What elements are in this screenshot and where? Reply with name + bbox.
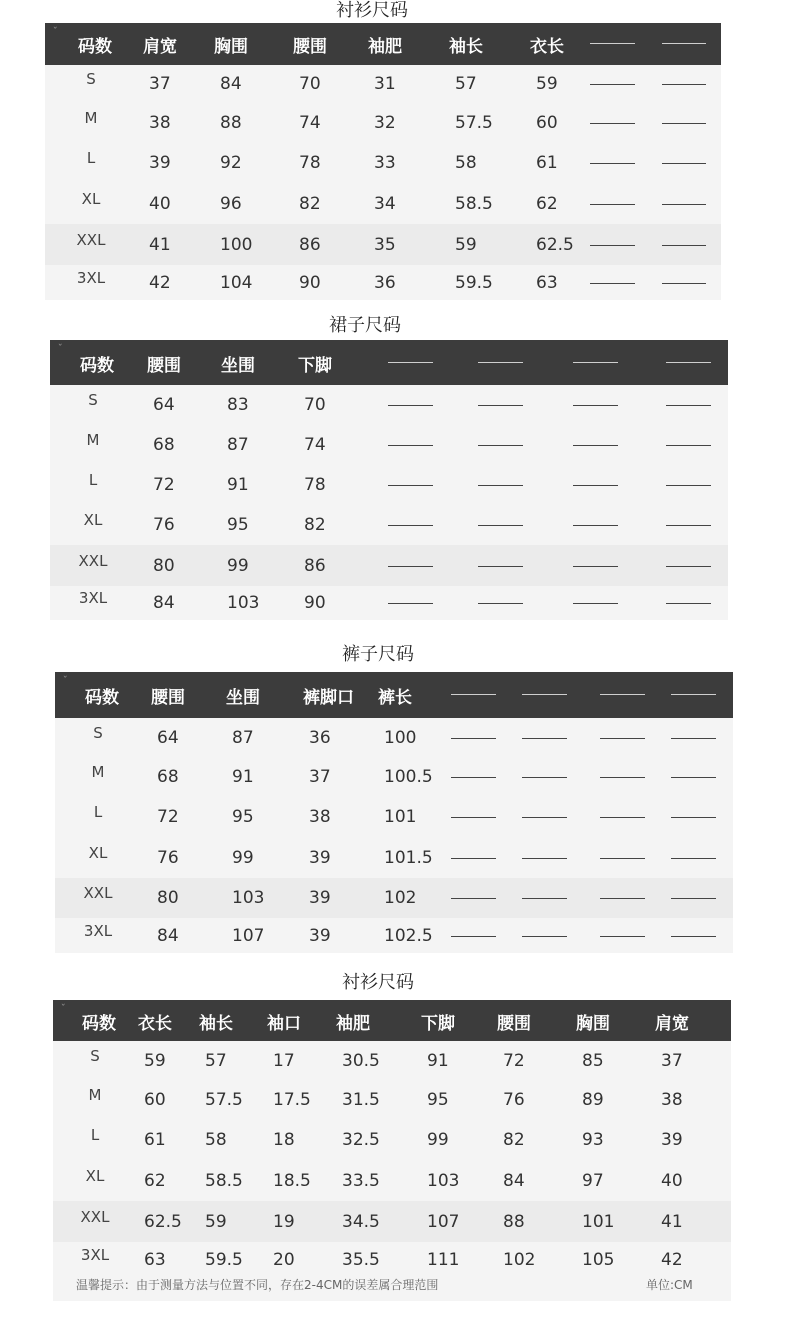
empty-column-dash <box>590 245 635 246</box>
measurement-value: 70 <box>304 395 326 415</box>
measurement-value: 95 <box>427 1090 449 1110</box>
measurement-value: 35 <box>374 235 396 255</box>
measurement-value: 90 <box>304 593 326 613</box>
measurement-value: 72 <box>153 475 175 495</box>
measurement-value: 80 <box>157 888 179 908</box>
measurement-value: 99 <box>232 848 254 868</box>
measurement-value: 57 <box>205 1051 227 1071</box>
empty-column-dash <box>671 777 716 778</box>
measurement-value: 76 <box>153 515 175 535</box>
column-header: 腰围 <box>293 37 327 57</box>
measurement-value: 63 <box>144 1250 166 1270</box>
tolerance-note: 温馨提示：由于测量方法与位置不同，存在2-4CM的误差属合理范围 <box>76 1278 439 1292</box>
empty-column-dash <box>666 485 711 486</box>
measurement-value: 95 <box>227 515 249 535</box>
empty-column-dash <box>671 898 716 899</box>
measurement-value: 33.5 <box>342 1171 380 1191</box>
measurement-value: 39 <box>309 888 331 908</box>
empty-column-dash <box>451 777 496 778</box>
empty-column-dash <box>451 738 496 739</box>
column-header: 坐围 <box>221 356 255 376</box>
empty-column-dash <box>666 405 711 406</box>
measurement-value: 95 <box>232 807 254 827</box>
measurement-value: 104 <box>220 273 253 293</box>
column-header: 裤长 <box>378 688 412 708</box>
corner-mark: ˇ <box>63 676 68 686</box>
size-table <box>55 672 733 953</box>
size-label: 3XL <box>78 589 108 607</box>
measurement-value: 62 <box>536 194 558 214</box>
empty-column-dash <box>478 603 523 604</box>
size-label: XXL <box>76 231 106 249</box>
table-header-row <box>45 23 721 65</box>
table-row <box>50 425 728 465</box>
measurement-value: 70 <box>299 74 321 94</box>
measurement-value: 86 <box>299 235 321 255</box>
empty-column-dash <box>600 777 645 778</box>
empty-column-dash <box>388 362 433 363</box>
column-header: 码数 <box>80 356 114 376</box>
size-label: L <box>88 471 98 489</box>
empty-column-dash <box>671 817 716 818</box>
measurement-value: 76 <box>157 848 179 868</box>
measurement-value: 37 <box>149 74 171 94</box>
measurement-value: 36 <box>309 728 331 748</box>
column-header: 肩宽 <box>143 37 177 57</box>
empty-column-dash <box>522 898 567 899</box>
measurement-value: 59 <box>536 74 558 94</box>
measurement-value: 59 <box>455 235 477 255</box>
empty-column-dash <box>388 405 433 406</box>
table-row <box>55 918 733 953</box>
empty-column-dash <box>522 858 567 859</box>
table-title: 衬衫尺码 <box>342 972 414 993</box>
table-row <box>53 1160 731 1201</box>
empty-column-dash <box>600 858 645 859</box>
empty-column-dash <box>522 694 567 695</box>
measurement-value: 86 <box>304 556 326 576</box>
table-row <box>50 545 728 586</box>
measurement-value: 60 <box>144 1090 166 1110</box>
size-label: XL <box>83 511 103 529</box>
empty-column-dash <box>478 405 523 406</box>
empty-column-dash <box>662 163 706 164</box>
measurement-value: 89 <box>582 1090 604 1110</box>
corner-mark: ˇ <box>58 344 63 354</box>
size-label: L <box>86 149 96 167</box>
column-header: 坐围 <box>226 688 260 708</box>
empty-column-dash <box>451 858 496 859</box>
measurement-value: 107 <box>427 1212 460 1232</box>
measurement-value: 91 <box>227 475 249 495</box>
table-title: 裙子尺码 <box>329 315 401 336</box>
measurement-value: 42 <box>661 1250 683 1270</box>
empty-column-dash <box>671 738 716 739</box>
column-header: 肩宽 <box>655 1014 689 1034</box>
measurement-value: 100 <box>384 728 417 748</box>
measurement-value: 30.5 <box>342 1051 380 1071</box>
table-row <box>53 1120 731 1160</box>
column-header: 胸围 <box>214 37 248 57</box>
table-row <box>45 143 721 183</box>
size-label: XL <box>81 190 101 208</box>
measurement-value: 78 <box>304 475 326 495</box>
table-row <box>50 385 728 425</box>
table-header-row <box>55 672 733 718</box>
empty-column-dash <box>666 445 711 446</box>
table-row <box>53 1080 731 1120</box>
empty-column-dash <box>573 445 618 446</box>
size-label: M <box>86 431 100 449</box>
measurement-value: 38 <box>661 1090 683 1110</box>
table-header-row <box>50 340 728 385</box>
measurement-value: 62.5 <box>144 1212 182 1232</box>
measurement-value: 83 <box>227 395 249 415</box>
table-row <box>55 878 733 918</box>
size-table <box>50 340 728 620</box>
measurement-value: 59.5 <box>455 273 493 293</box>
column-header: 袖肥 <box>336 1014 370 1034</box>
empty-column-dash <box>573 525 618 526</box>
column-header: 袖肥 <box>368 37 402 57</box>
size-label: XXL <box>83 884 113 902</box>
measurement-value: 100.5 <box>384 767 433 787</box>
measurement-value: 37 <box>309 767 331 787</box>
empty-column-dash <box>671 858 716 859</box>
measurement-value: 100 <box>220 235 253 255</box>
measurement-value: 35.5 <box>342 1250 380 1270</box>
empty-column-dash <box>662 283 706 284</box>
size-label: XXL <box>78 552 108 570</box>
measurement-value: 74 <box>304 435 326 455</box>
size-label: M <box>88 1086 102 1104</box>
measurement-value: 85 <box>582 1051 604 1071</box>
column-header: 下脚 <box>298 356 332 376</box>
measurement-value: 82 <box>304 515 326 535</box>
empty-column-dash <box>388 525 433 526</box>
measurement-value: 64 <box>157 728 179 748</box>
measurement-value: 41 <box>661 1212 683 1232</box>
empty-column-dash <box>451 898 496 899</box>
measurement-value: 32 <box>374 113 396 133</box>
table-row <box>55 757 733 797</box>
measurement-value: 91 <box>427 1051 449 1071</box>
empty-column-dash <box>522 777 567 778</box>
empty-column-dash <box>662 43 706 44</box>
measurement-value: 57.5 <box>205 1090 243 1110</box>
corner-mark: ˇ <box>53 27 58 37</box>
empty-column-dash <box>522 738 567 739</box>
measurement-value: 68 <box>157 767 179 787</box>
size-label: L <box>90 1126 100 1144</box>
measurement-value: 39 <box>309 926 331 946</box>
unit-label: 单位:CM <box>646 1278 693 1292</box>
measurement-value: 41 <box>149 235 171 255</box>
measurement-value: 102 <box>384 888 417 908</box>
measurement-value: 20 <box>273 1250 295 1270</box>
size-label: M <box>84 109 98 127</box>
measurement-value: 38 <box>149 113 171 133</box>
measurement-value: 103 <box>227 593 260 613</box>
size-label: XL <box>85 1167 105 1185</box>
size-label: S <box>86 70 96 88</box>
table-row <box>55 837 733 878</box>
measurement-value: 78 <box>299 153 321 173</box>
measurement-value: 72 <box>503 1051 525 1071</box>
measurement-value: 93 <box>582 1130 604 1150</box>
measurement-value: 103 <box>232 888 265 908</box>
measurement-value: 82 <box>299 194 321 214</box>
measurement-value: 76 <box>503 1090 525 1110</box>
column-header: 衣长 <box>138 1014 172 1034</box>
empty-column-dash <box>666 362 711 363</box>
measurement-value: 58 <box>455 153 477 173</box>
measurement-value: 87 <box>232 728 254 748</box>
measurement-value: 17.5 <box>273 1090 311 1110</box>
measurement-value: 103 <box>427 1171 460 1191</box>
empty-column-dash <box>478 485 523 486</box>
measurement-value: 61 <box>536 153 558 173</box>
column-header: 裤脚口 <box>303 688 354 708</box>
measurement-value: 39 <box>149 153 171 173</box>
column-header: 码数 <box>85 688 119 708</box>
empty-column-dash <box>662 123 706 124</box>
measurement-value: 82 <box>503 1130 525 1150</box>
empty-column-dash <box>662 84 706 85</box>
measurement-value: 40 <box>149 194 171 214</box>
empty-column-dash <box>662 245 706 246</box>
measurement-value: 101 <box>582 1212 615 1232</box>
measurement-value: 102 <box>503 1250 536 1270</box>
measurement-value: 58.5 <box>455 194 493 214</box>
measurement-value: 42 <box>149 273 171 293</box>
table-row <box>45 224 721 265</box>
empty-column-dash <box>590 163 635 164</box>
empty-column-dash <box>573 405 618 406</box>
column-header: 腰围 <box>147 356 181 376</box>
empty-column-dash <box>600 817 645 818</box>
measurement-value: 59 <box>205 1212 227 1232</box>
measurement-value: 34.5 <box>342 1212 380 1232</box>
empty-column-dash <box>451 936 496 937</box>
measurement-value: 59 <box>144 1051 166 1071</box>
measurement-value: 59.5 <box>205 1250 243 1270</box>
empty-column-dash <box>522 936 567 937</box>
measurement-value: 84 <box>503 1171 525 1191</box>
table-row <box>53 1041 731 1080</box>
empty-column-dash <box>573 485 618 486</box>
measurement-value: 36 <box>374 273 396 293</box>
measurement-value: 84 <box>153 593 175 613</box>
measurement-value: 31.5 <box>342 1090 380 1110</box>
table-row <box>50 586 728 620</box>
measurement-value: 107 <box>232 926 265 946</box>
measurement-value: 57.5 <box>455 113 493 133</box>
empty-column-dash <box>388 445 433 446</box>
measurement-value: 31 <box>374 74 396 94</box>
column-header: 腰围 <box>151 688 185 708</box>
empty-column-dash <box>478 445 523 446</box>
size-label: S <box>88 391 98 409</box>
empty-column-dash <box>388 485 433 486</box>
empty-column-dash <box>478 362 523 363</box>
size-label: S <box>90 1047 100 1065</box>
measurement-value: 61 <box>144 1130 166 1150</box>
table-row <box>55 718 733 757</box>
empty-column-dash <box>600 936 645 937</box>
column-header: 腰围 <box>497 1014 531 1034</box>
size-label: XL <box>88 844 108 862</box>
measurement-value: 72 <box>157 807 179 827</box>
size-label: 3XL <box>83 922 113 940</box>
empty-column-dash <box>590 123 635 124</box>
column-header: 衣长 <box>530 37 564 57</box>
empty-column-dash <box>522 817 567 818</box>
empty-column-dash <box>573 603 618 604</box>
size-label: S <box>93 724 103 742</box>
empty-column-dash <box>451 694 496 695</box>
measurement-value: 87 <box>227 435 249 455</box>
measurement-value: 80 <box>153 556 175 576</box>
measurement-value: 99 <box>427 1130 449 1150</box>
empty-column-dash <box>600 694 645 695</box>
empty-column-dash <box>600 738 645 739</box>
empty-column-dash <box>478 525 523 526</box>
empty-column-dash <box>662 204 706 205</box>
table-row <box>50 505 728 545</box>
empty-column-dash <box>671 936 716 937</box>
column-header: 下脚 <box>421 1014 455 1034</box>
table-row <box>45 265 721 300</box>
measurement-value: 18.5 <box>273 1171 311 1191</box>
column-header: 袖口 <box>267 1014 301 1034</box>
measurement-value: 39 <box>309 848 331 868</box>
size-label: 3XL <box>76 269 106 287</box>
table-row <box>55 797 733 837</box>
measurement-value: 84 <box>220 74 242 94</box>
size-label: M <box>91 763 105 781</box>
table-row <box>45 103 721 143</box>
size-label: 3XL <box>80 1246 110 1264</box>
measurement-value: 105 <box>582 1250 615 1270</box>
table-row <box>50 465 728 505</box>
table-title: 裤子尺码 <box>342 644 414 665</box>
size-table <box>45 23 721 300</box>
empty-column-dash <box>666 525 711 526</box>
measurement-value: 32.5 <box>342 1130 380 1150</box>
empty-column-dash <box>590 283 635 284</box>
column-header: 码数 <box>78 37 112 57</box>
measurement-value: 91 <box>232 767 254 787</box>
empty-column-dash <box>478 566 523 567</box>
measurement-value: 58.5 <box>205 1171 243 1191</box>
measurement-value: 62.5 <box>536 235 574 255</box>
measurement-value: 34 <box>374 194 396 214</box>
column-header: 胸围 <box>576 1014 610 1034</box>
table-title: 衬衫尺码 <box>336 0 408 21</box>
measurement-value: 63 <box>536 273 558 293</box>
empty-column-dash <box>666 603 711 604</box>
measurement-value: 19 <box>273 1212 295 1232</box>
column-header: 袖长 <box>199 1014 233 1034</box>
measurement-value: 90 <box>299 273 321 293</box>
measurement-value: 101.5 <box>384 848 433 868</box>
measurement-value: 58 <box>205 1130 227 1150</box>
measurement-value: 18 <box>273 1130 295 1150</box>
measurement-value: 88 <box>503 1212 525 1232</box>
measurement-value: 39 <box>661 1130 683 1150</box>
measurement-value: 96 <box>220 194 242 214</box>
empty-column-dash <box>388 603 433 604</box>
measurement-value: 57 <box>455 74 477 94</box>
corner-mark: ˇ <box>61 1004 66 1014</box>
measurement-value: 101 <box>384 807 417 827</box>
size-label: L <box>93 803 103 821</box>
column-header: 码数 <box>82 1014 116 1034</box>
table-header-row <box>53 1000 731 1041</box>
measurement-value: 37 <box>661 1051 683 1071</box>
size-table <box>53 1000 731 1301</box>
measurement-value: 40 <box>661 1171 683 1191</box>
measurement-value: 33 <box>374 153 396 173</box>
measurement-value: 99 <box>227 556 249 576</box>
measurement-value: 17 <box>273 1051 295 1071</box>
measurement-value: 68 <box>153 435 175 455</box>
table-row <box>45 65 721 103</box>
empty-column-dash <box>573 566 618 567</box>
measurement-value: 97 <box>582 1171 604 1191</box>
table-row <box>53 1201 731 1242</box>
measurement-value: 102.5 <box>384 926 433 946</box>
measurement-value: 62 <box>144 1171 166 1191</box>
measurement-value: 88 <box>220 113 242 133</box>
measurement-value: 38 <box>309 807 331 827</box>
empty-column-dash <box>600 898 645 899</box>
column-header: 袖长 <box>449 37 483 57</box>
empty-column-dash <box>573 362 618 363</box>
empty-column-dash <box>671 694 716 695</box>
measurement-value: 64 <box>153 395 175 415</box>
measurement-value: 84 <box>157 926 179 946</box>
empty-column-dash <box>590 204 635 205</box>
measurement-value: 60 <box>536 113 558 133</box>
measurement-value: 111 <box>427 1250 460 1270</box>
table-row <box>45 183 721 224</box>
empty-column-dash <box>666 566 711 567</box>
empty-column-dash <box>590 84 635 85</box>
size-label: XXL <box>80 1208 110 1226</box>
empty-column-dash <box>590 43 635 44</box>
measurement-value: 92 <box>220 153 242 173</box>
empty-column-dash <box>451 817 496 818</box>
measurement-value: 74 <box>299 113 321 133</box>
empty-column-dash <box>388 566 433 567</box>
